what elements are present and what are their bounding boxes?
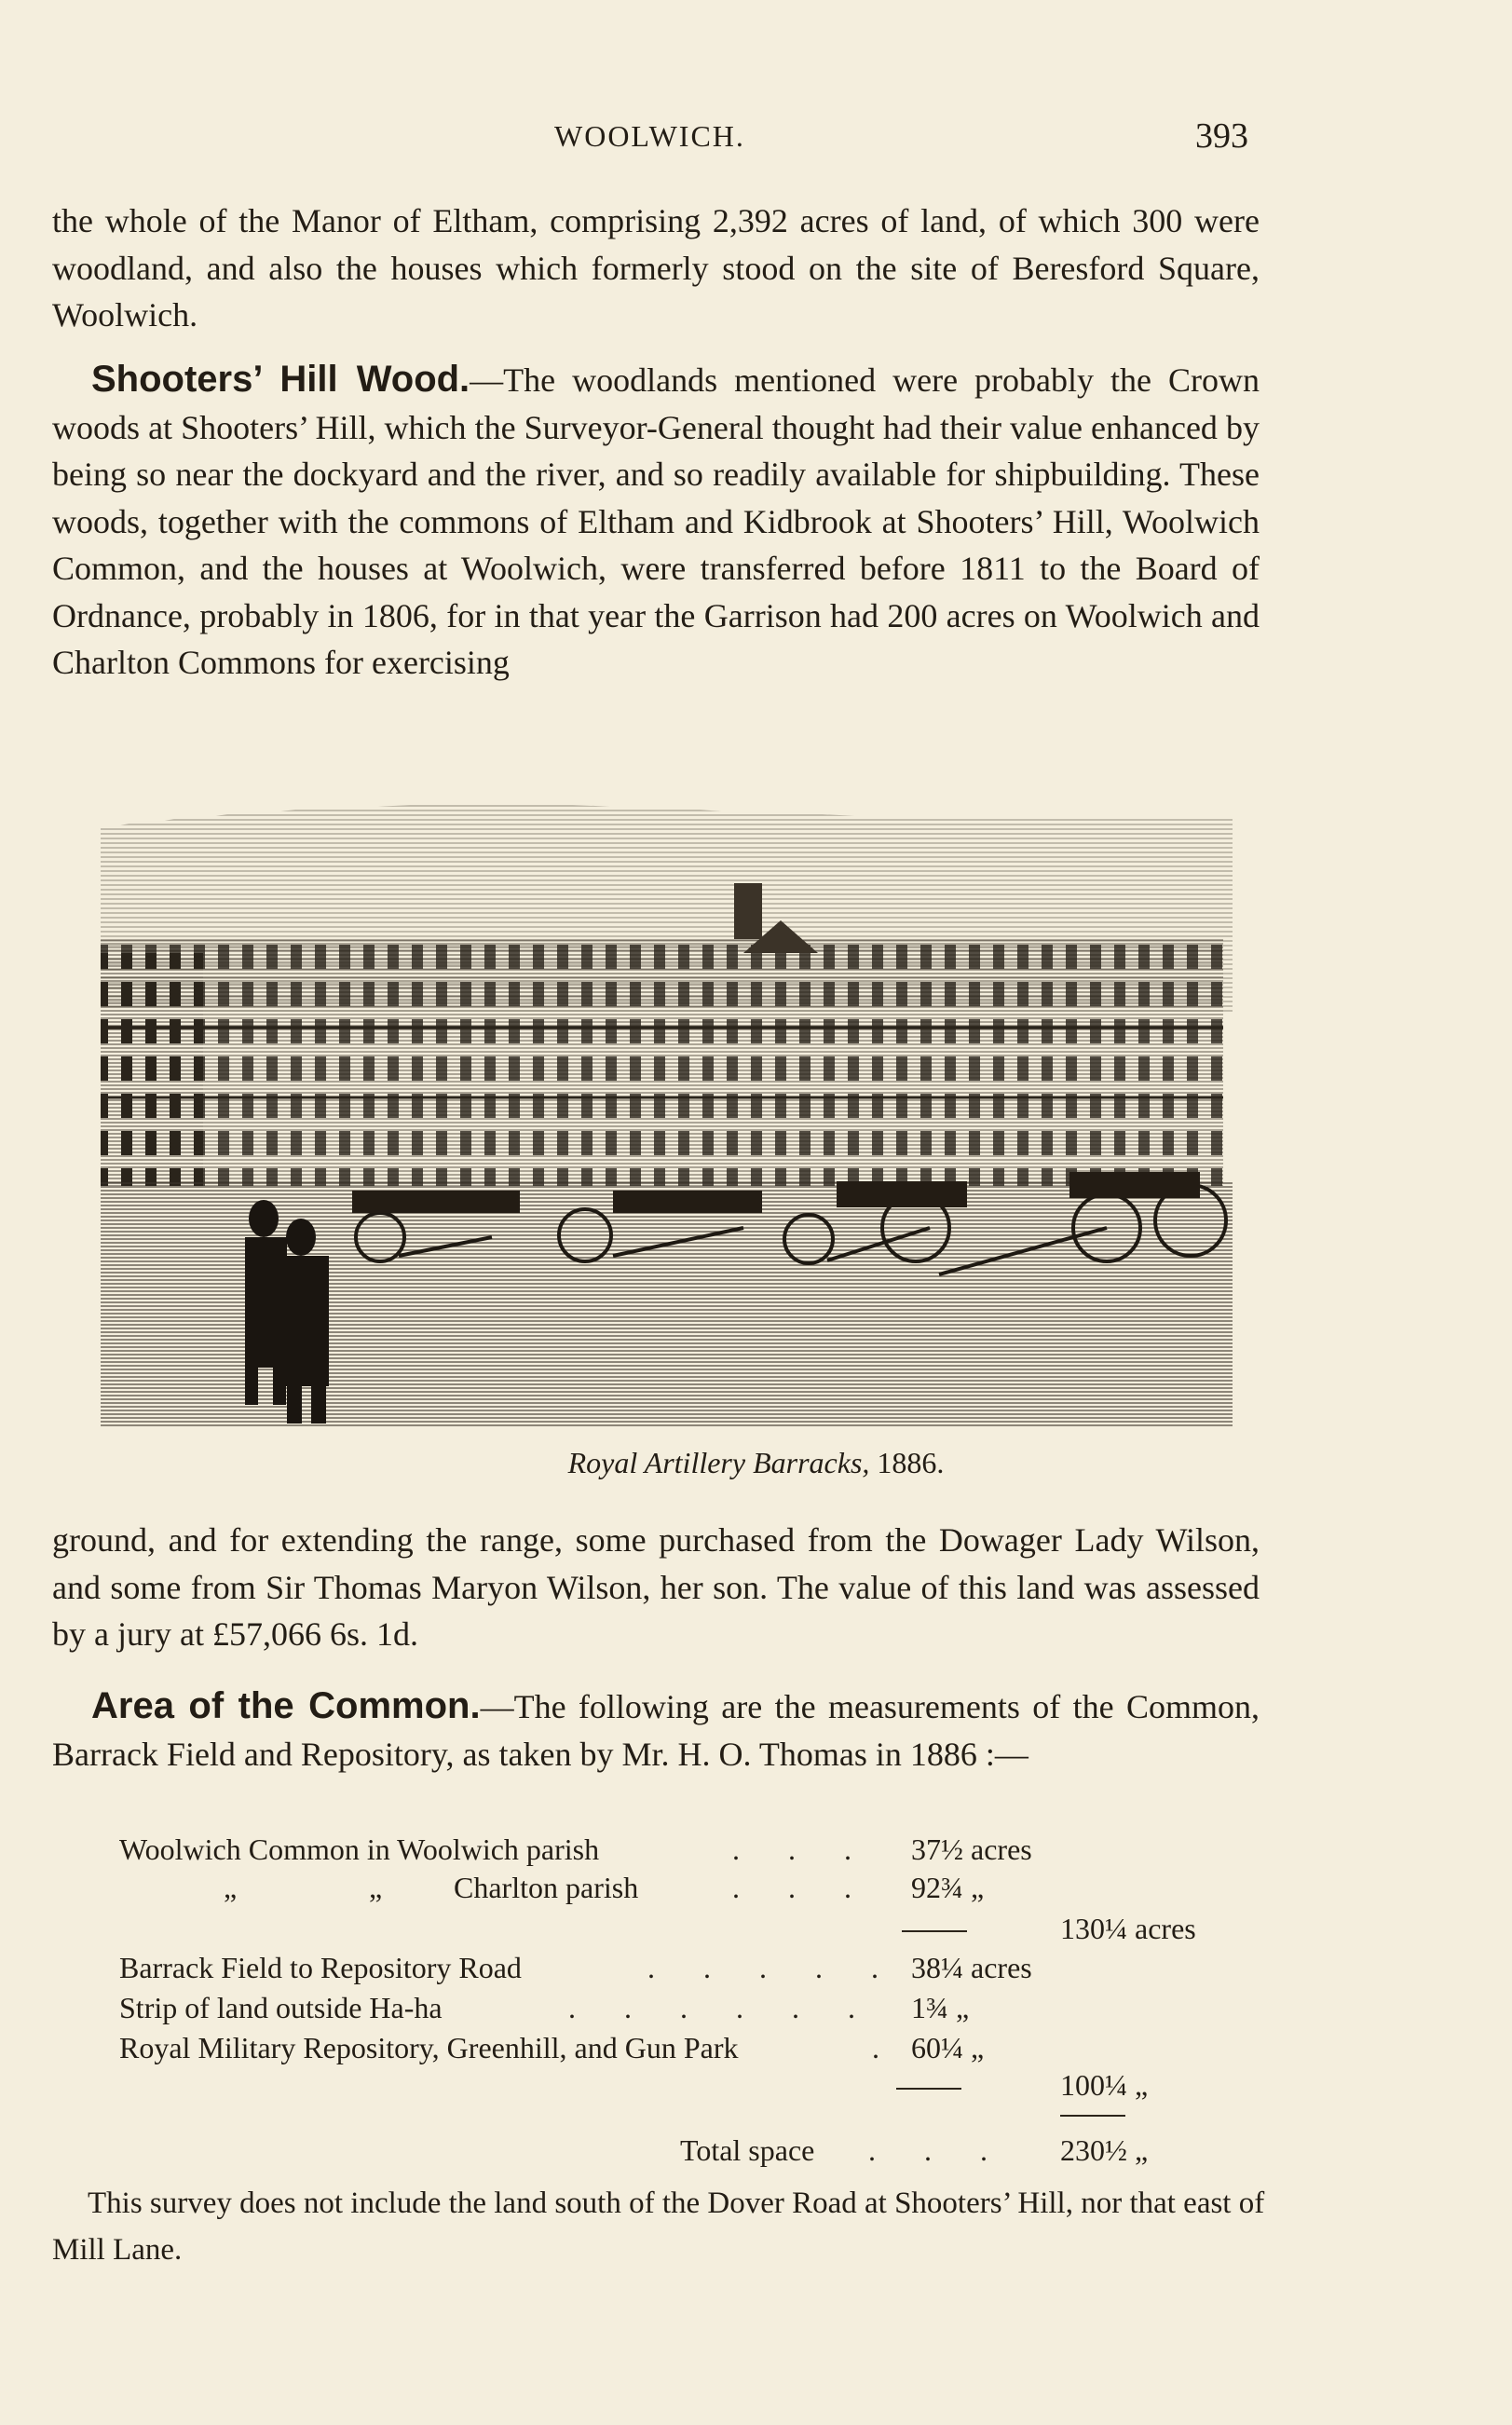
leader-dots: . . . xyxy=(732,1871,872,1904)
table-row-label: Barrack Field to Repository Road xyxy=(119,1951,522,1984)
ditto-mark: „ xyxy=(369,1871,383,1904)
table-row xyxy=(0,2133,1512,2171)
section-heading-shooters-hill-wood: Shooters’ Hill Wood. xyxy=(91,359,470,400)
subtotal-value: 100¼ „ xyxy=(1060,2068,1149,2102)
paragraph-3: ground, and for extending the range, some purchased from the Dowager Lady Wilson, and some from Sir Thomas Maryon Wilson, her son. The value of this land was assessed by a jury at £57,066 6s. 1d. xyxy=(52,1521,1260,1653)
section-heading-area-of-the-common: Area of the Common. xyxy=(91,1685,481,1726)
table-row-label: Woolwich Common in Woolwich parish xyxy=(119,1832,600,1866)
table-row-label: Strip of land outside Ha-ha xyxy=(119,1991,443,2024)
paragraph-area xyxy=(52,1683,1260,1778)
table-row-value: 92¾ „ xyxy=(911,1871,985,1904)
table-row-value: 37½ acres xyxy=(911,1832,1032,1866)
table-row-label: Charlton parish xyxy=(454,1871,639,1904)
running-title: WOOLWICH. xyxy=(554,119,745,153)
leader-dots: . . . xyxy=(868,2133,1008,2167)
engraving-illustration xyxy=(91,790,1239,1433)
table-row xyxy=(0,1832,1512,1870)
table-row-value: 38¼ acres xyxy=(911,1951,1032,1984)
table-row xyxy=(0,2068,1512,2105)
paragraph-1: the whole of the Manor of Eltham, comprising 2,392 acres of land, of which 300 were woodland, and also the houses which formerly stood on the site of Beresford Square, Woolwich. xyxy=(52,202,1260,334)
leader-dots: . . . . . . xyxy=(568,1991,876,2024)
survey-note: This survey does not include the land south of the Dover Road at Shooters’ Hill, nor that east of Mill Lane. xyxy=(52,2187,1265,2267)
table-row xyxy=(0,1871,1512,1908)
paragraph-shooters-hill-text: —The woodlands mentioned were probably the Crown woods at Shooters’ Hill, which the Surveyor-General thought had their value enhanced by being so near the dockyard and the river, and so readily available for shipbuilding. These woods, together with the commons of Eltham and Kidbrook at Shooters’ Hill, Woolwich Common, and the houses at Woolwich, were transferred before 1811 to the Board of Ordnance, probably in 1806, for in that year the Garrison had 200 acres on Woolwich and Charlton Commons for exercising xyxy=(52,361,1260,681)
leader-dots: . xyxy=(872,2031,900,2064)
total-value: 230½ „ xyxy=(1060,2133,1149,2167)
running-header xyxy=(0,116,1512,157)
leader-dots: . . . . . xyxy=(647,1951,899,1984)
ditto-mark: „ xyxy=(224,1871,238,1904)
caption-year: 1886. xyxy=(877,1446,945,1479)
table-row-value: 1¾ „ xyxy=(911,1991,970,2024)
page-number: 393 xyxy=(1195,116,1248,156)
table-row-value: 60¼ „ xyxy=(911,2031,985,2064)
subtotal-value: 130¼ acres xyxy=(1060,1912,1196,1945)
paragraph-shooters-hill xyxy=(52,356,1260,687)
leader-dots: . . . xyxy=(732,1832,872,1866)
table-row xyxy=(0,1991,1512,2028)
paragraph-area-text: —The following are the measurements of the Common, Barrack Field and Repository, as taken by Mr. H. O. Thomas in 1886 :— xyxy=(52,1688,1260,1773)
table-row xyxy=(0,2031,1512,2068)
total-label: Total space xyxy=(680,2133,815,2167)
figure-caption xyxy=(0,1446,1512,1480)
table-row xyxy=(0,1951,1512,1988)
total-rule xyxy=(1060,2115,1125,2117)
caption-title: Royal Artillery Barracks, xyxy=(567,1446,870,1479)
barracks-engraving xyxy=(91,790,1239,1433)
table-row xyxy=(0,1912,1512,1949)
table-row-label: Royal Military Repository, Greenhill, and Gun Park xyxy=(119,2031,739,2064)
